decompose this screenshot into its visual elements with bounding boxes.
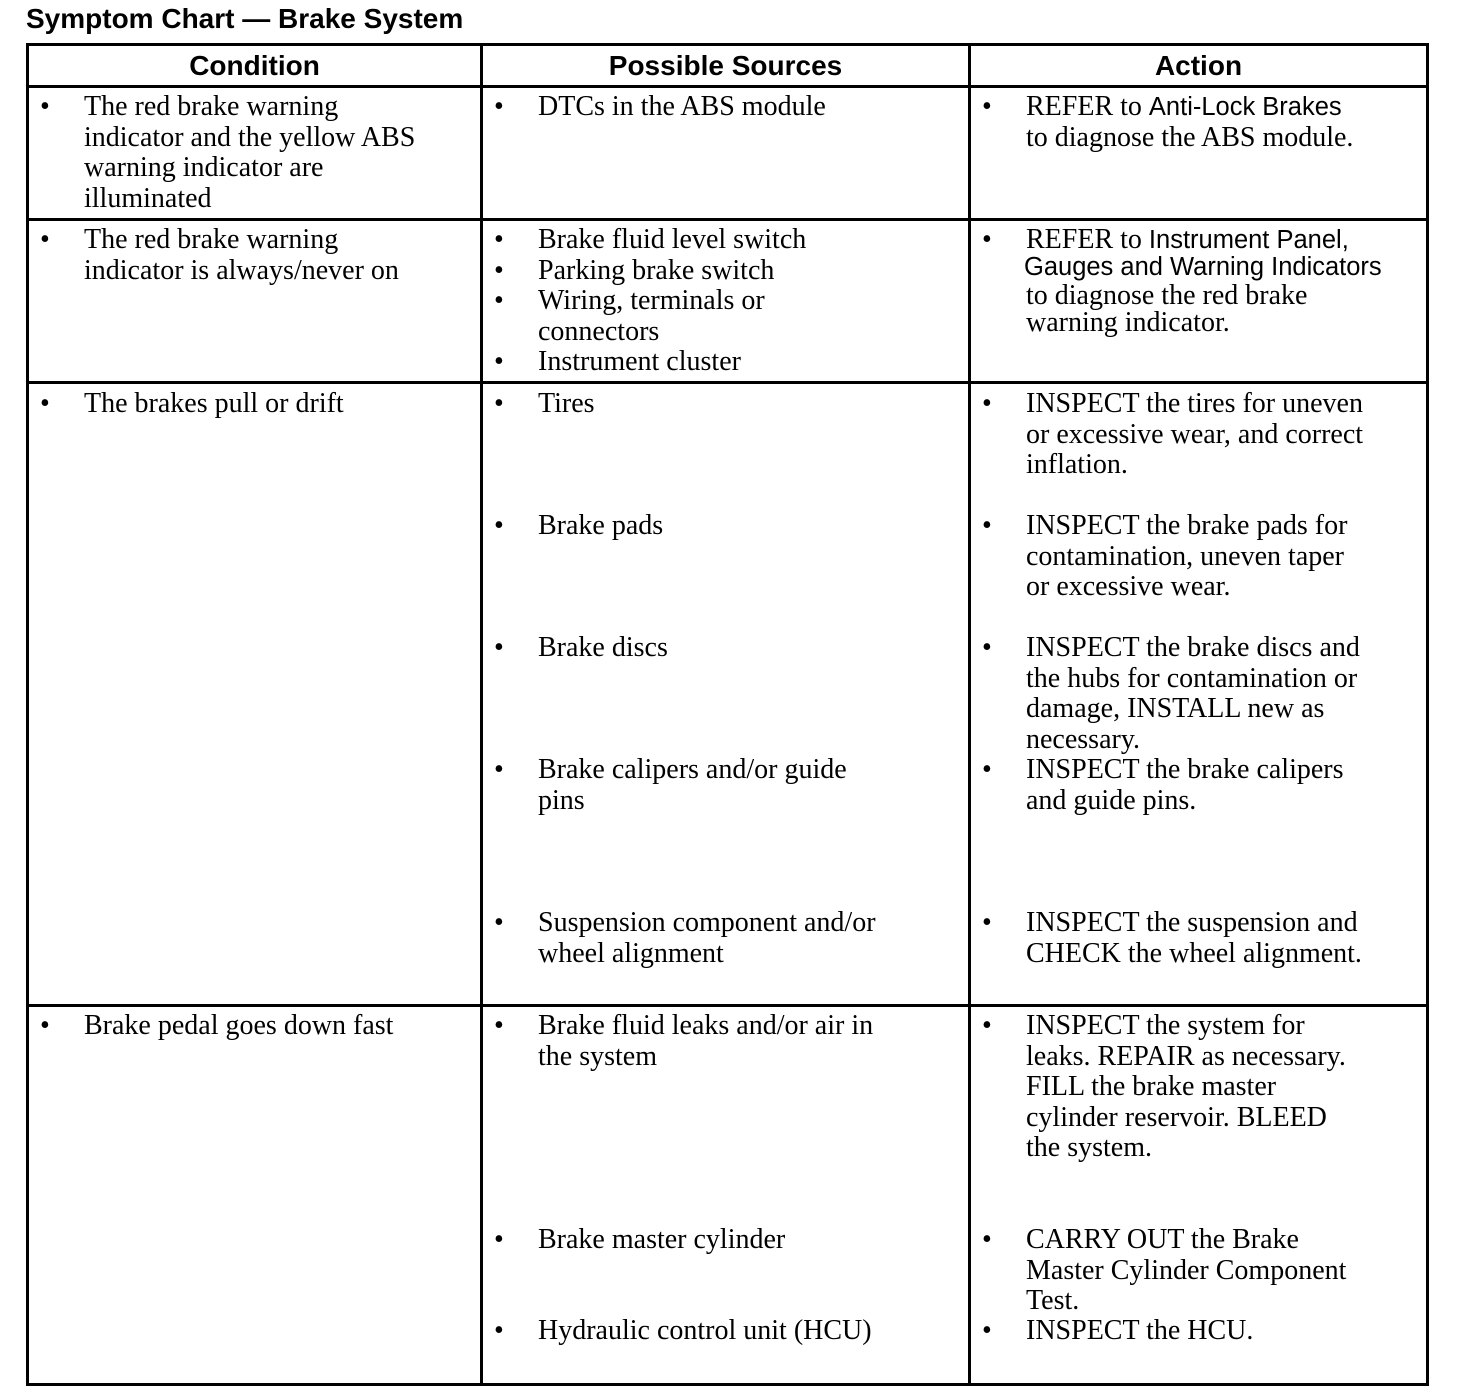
action-text: INSPECT the HCU.: [1026, 1315, 1254, 1346]
action-text: the system.: [1026, 1132, 1152, 1163]
header-condition: Condition: [189, 50, 320, 81]
action-text: Master Cylinder Component: [1026, 1254, 1347, 1286]
condition-text: The red brake warning: [84, 91, 339, 122]
condition-bullet: •: [40, 91, 50, 122]
condition-text: illuminated: [84, 182, 212, 214]
action-text: cylinder reservoir. BLEED: [1026, 1101, 1327, 1133]
action-text: necessary.: [1026, 723, 1141, 755]
action-text: the hubs for contamination or: [1026, 662, 1358, 694]
source-text: Brake master cylinder: [538, 1224, 786, 1255]
condition-text: warning indicator are: [84, 152, 324, 183]
action-bullet: •: [982, 1224, 992, 1255]
action-bullet: •: [982, 510, 992, 541]
source-bullet: •: [494, 388, 504, 419]
action-text: INSPECT the brake calipers: [1026, 754, 1344, 785]
source-text: Brake fluid level switch: [538, 224, 807, 255]
condition-bullet: •: [40, 1010, 50, 1041]
source-text: Brake discs: [538, 632, 668, 663]
column-divider: [480, 43, 483, 1386]
row-divider: [26, 381, 1429, 384]
condition-text: The brakes pull or drift: [84, 388, 344, 419]
source-text: Hydraulic control unit (HCU): [538, 1315, 872, 1346]
source-bullet: •: [494, 224, 504, 255]
action-text: warning indicator.: [1026, 307, 1230, 338]
action-text: INSPECT the brake discs and: [1026, 632, 1360, 663]
action-text: CARRY OUT the Brake: [1026, 1224, 1299, 1255]
source-bullet: •: [494, 632, 504, 663]
action-text: to diagnose the red brake: [1026, 280, 1308, 311]
source-bullet: •: [494, 91, 504, 122]
action-text: Test.: [1026, 1285, 1080, 1316]
condition-text: The red brake warning: [84, 224, 339, 255]
cross-reference-link: Instrument Panel,: [1148, 226, 1349, 254]
source-bullet: •: [494, 285, 504, 316]
action-bullet: •: [982, 754, 992, 785]
action-bullet: •: [982, 632, 992, 663]
action-text: INSPECT the brake pads for: [1026, 510, 1348, 541]
source-text: Instrument cluster: [538, 346, 741, 377]
action-text: [1026, 92, 1342, 123]
action-text: leaks. REPAIR as necessary.: [1026, 1040, 1346, 1072]
action-text: INSPECT the system for: [1026, 1010, 1305, 1041]
source-bullet: •: [494, 907, 504, 938]
action-text: contamination, uneven taper: [1026, 540, 1344, 572]
source-bullet: •: [494, 1224, 504, 1255]
action-text: or excessive wear.: [1026, 571, 1231, 602]
row-divider: [26, 218, 1429, 221]
cross-reference-link: Anti-Lock Brakes: [1148, 93, 1342, 121]
action-text: FILL the brake master: [1026, 1071, 1277, 1102]
source-text: pins: [538, 784, 585, 816]
action-text: INSPECT the suspension and: [1026, 907, 1358, 938]
condition-text: indicator is always/never on: [84, 254, 399, 286]
source-bullet: •: [494, 1010, 504, 1041]
row-divider: [26, 1004, 1429, 1007]
header-action: Action: [1154, 50, 1243, 81]
source-bullet: •: [494, 254, 504, 286]
source-bullet: •: [494, 510, 504, 541]
chart-title: Symptom Chart — Brake System: [26, 3, 464, 34]
condition-bullet: •: [40, 388, 50, 419]
source-text: connectors: [538, 315, 660, 347]
source-bullet: •: [494, 754, 504, 785]
action-bullet: •: [982, 91, 992, 122]
condition-bullet: •: [40, 224, 50, 255]
source-text: Brake pads: [538, 510, 664, 541]
source-text: Brake calipers and/or guide: [538, 754, 847, 785]
action-bullet: •: [982, 1315, 992, 1346]
action-prefix: REFER to: [1026, 224, 1149, 255]
action-prefix: REFER to: [1026, 91, 1149, 122]
source-text: Tires: [538, 388, 595, 419]
action-text: CHECK the wheel alignment.: [1026, 937, 1362, 969]
action-bullet: •: [982, 224, 992, 255]
condition-text: Brake pedal goes down fast: [84, 1010, 394, 1041]
action-bullet: •: [982, 1010, 992, 1041]
action-text: inflation.: [1026, 449, 1128, 480]
header-possible-sources: Possible Sources: [608, 50, 843, 81]
source-text: Suspension component and/or: [538, 907, 876, 938]
action-text: damage, INSTALL new as: [1026, 693, 1325, 724]
source-text: DTCs in the ABS module: [538, 91, 826, 122]
source-text: Parking brake switch: [538, 254, 775, 286]
action-text: [1026, 225, 1349, 256]
action-bullet: •: [982, 388, 992, 419]
action-text: to diagnose the ABS module.: [1026, 121, 1354, 153]
column-divider: [968, 43, 971, 1386]
source-text: Brake fluid leaks and/or air in: [538, 1010, 874, 1041]
source-bullet: •: [494, 1315, 504, 1346]
action-text: INSPECT the tires for uneven: [1026, 388, 1363, 419]
source-text: Wiring, terminals or: [538, 285, 765, 316]
source-text: wheel alignment: [538, 937, 724, 969]
source-bullet: •: [494, 346, 504, 377]
action-text: or excessive wear, and correct: [1026, 418, 1364, 450]
source-text: the system: [538, 1040, 657, 1072]
action-bullet: •: [982, 907, 992, 938]
action-text: and guide pins.: [1026, 784, 1197, 816]
condition-text: indicator and the yellow ABS: [84, 121, 416, 153]
cross-reference-link: Gauges and Warning Indicators: [1024, 253, 1382, 281]
